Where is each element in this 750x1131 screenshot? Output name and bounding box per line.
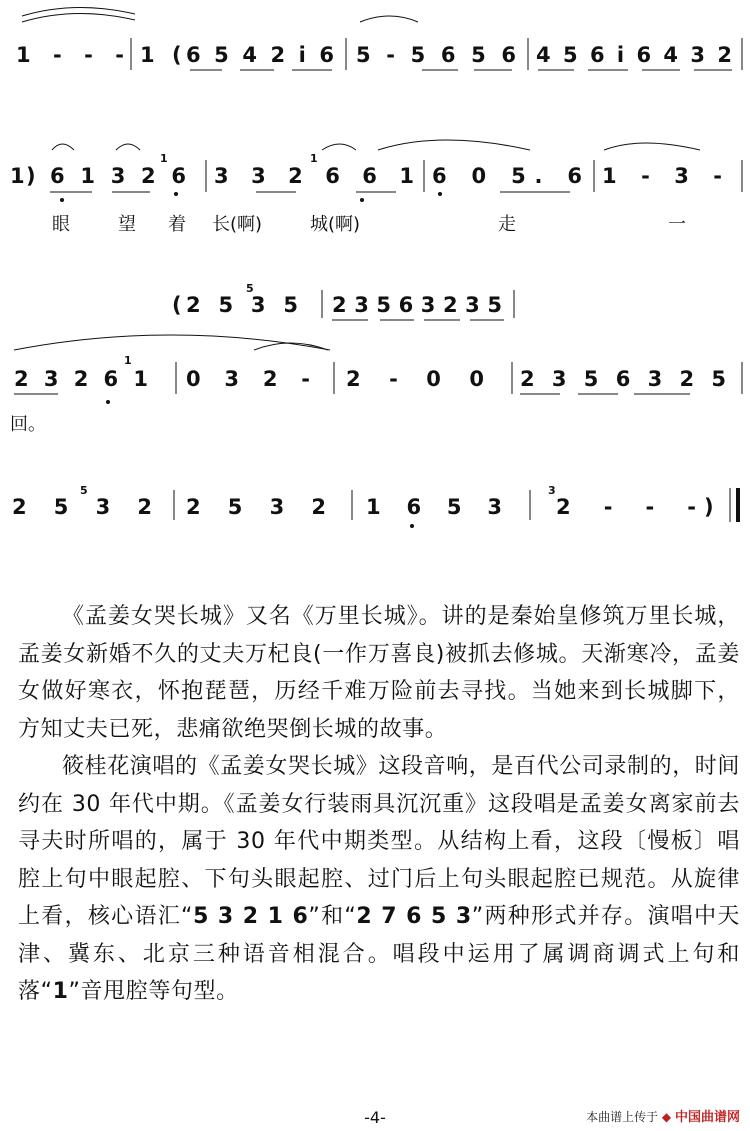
score-row-4-measure-2: 2 5 3 2 bbox=[186, 495, 326, 519]
site-logo-icon: ◆ bbox=[661, 1110, 672, 1124]
commentary-text bbox=[18, 598, 740, 1011]
motif-notation: 5 3 2 1 6 bbox=[193, 904, 309, 929]
jianpu-score bbox=[0, 0, 750, 560]
score-row-1 bbox=[16, 7, 742, 70]
score-row-2-measure-2: 6 1 3 2 6 bbox=[50, 164, 186, 188]
score-row-4 bbox=[12, 484, 738, 528]
upload-credit: 本曲谱上传于 ◆ 中国曲谱网 bbox=[586, 1110, 740, 1125]
lyric-syllable: 走 bbox=[498, 214, 516, 235]
lyric-syllable: 着 bbox=[168, 214, 186, 235]
score-row-4-measure-3: 1 6 5 3 bbox=[366, 495, 502, 519]
motif-notation: 2 7 6 5 3 bbox=[356, 904, 472, 929]
score-row-3-measure-1: 2 3 2 6 1 bbox=[14, 367, 148, 391]
motif-notation: 1 bbox=[52, 979, 69, 1004]
score-row-3-measure-3: 2 - 0 0 bbox=[346, 367, 484, 391]
score-row-1-measure-2: 1 bbox=[140, 43, 155, 67]
score-row-2-measure-5: 1 - 3 - bbox=[602, 164, 722, 188]
svg-text:): ) bbox=[704, 495, 714, 519]
lyric-syllable: 回。 bbox=[10, 414, 46, 435]
svg-text:3: 3 bbox=[548, 484, 556, 497]
score-row-3-upper bbox=[172, 282, 514, 320]
svg-text:(: ( bbox=[172, 43, 182, 67]
score-row-1-measure-4: 5 - 5 6 5 6 bbox=[356, 43, 516, 67]
score-row-4-measure-4: 2 - - - bbox=[556, 495, 696, 519]
lyric-syllable: 一 bbox=[668, 214, 686, 235]
score-row-1-measure-5: 4 5 6 i 6 4 3 2 bbox=[536, 43, 732, 67]
lyric-syllable: 眼 bbox=[52, 214, 70, 235]
score-row-2-measure-4: 6 0 5. 6 bbox=[432, 164, 582, 188]
score-row-3-measure-4: 2 3 5 6 3 2 5 bbox=[520, 367, 726, 391]
svg-text:1: 1 bbox=[310, 152, 318, 165]
score-row-2-measure-1: 1 bbox=[10, 164, 25, 188]
lyric-syllable: 望 bbox=[118, 214, 136, 235]
score-row-3u-measure-2: 2 3 5 6 3 2 3 5 bbox=[332, 293, 502, 317]
score-row-2 bbox=[10, 140, 742, 235]
score-row-1-measure-1: 1 - - - bbox=[16, 43, 124, 67]
svg-text:(: ( bbox=[172, 293, 182, 317]
score-row-3u-measure-1: 2 5 3 5 bbox=[186, 293, 298, 317]
score-row-1-measure-3: 6 5 4 2 i 6 bbox=[186, 43, 334, 67]
lyric-syllable: 长(啊) bbox=[212, 214, 263, 235]
lyric-syllable: 城(啊) bbox=[310, 214, 361, 235]
site-name: 中国曲谱网 bbox=[674, 1110, 740, 1125]
score-row-3-measure-2: 0 3 2 - bbox=[186, 367, 310, 391]
commentary-paragraph-2: 筱桂花演唱的《孟姜女哭长城》这段音响，是百代公司录制的，时间约在 30 年代中期。《孟姜女行装雨具沉沉重》这段唱是孟姜女离家前去寻夫时所唱的，属于 30 年代中期类型。从结构上看，这段〔慢板〕唱腔上句中眼起腔、下句头眼起腔、过门后上句头眼起腔已规范。从旋律上看，核心语汇“5 3 2 1 6”和“2 7 6 5 3”两种形式并存。演唱中天津、冀东、北京三种语音相混合。唱段中运用了属调商调式上句和落“1”音甩腔等句型。 bbox=[18, 754, 741, 1004]
svg-text:1: 1 bbox=[160, 152, 168, 165]
svg-text:5: 5 bbox=[80, 484, 88, 497]
score-row-4-measure-1: 2 5 3 2 bbox=[12, 495, 152, 519]
score-row-3 bbox=[10, 335, 742, 435]
svg-text:5: 5 bbox=[246, 282, 254, 295]
page-number: -4- bbox=[364, 1108, 386, 1127]
commentary-paragraph-1: 《孟姜女哭长城》又名《万里长城》。讲的是秦始皇修筑万里长城，孟姜女新婚不久的丈夫万杞良(一作万喜良)被抓去修城。天渐寒冷，孟姜女做好寒衣，怀抱琵琶，历经千难万险前去寻找。当她来到长城脚下，方知丈夫已死，悲痛欲绝哭倒长城的故事。 bbox=[18, 604, 740, 742]
svg-text:1: 1 bbox=[124, 354, 132, 367]
score-row-2-measure-3: 3 3 2 6 6 1 bbox=[214, 164, 414, 188]
svg-text:): ) bbox=[26, 164, 36, 188]
